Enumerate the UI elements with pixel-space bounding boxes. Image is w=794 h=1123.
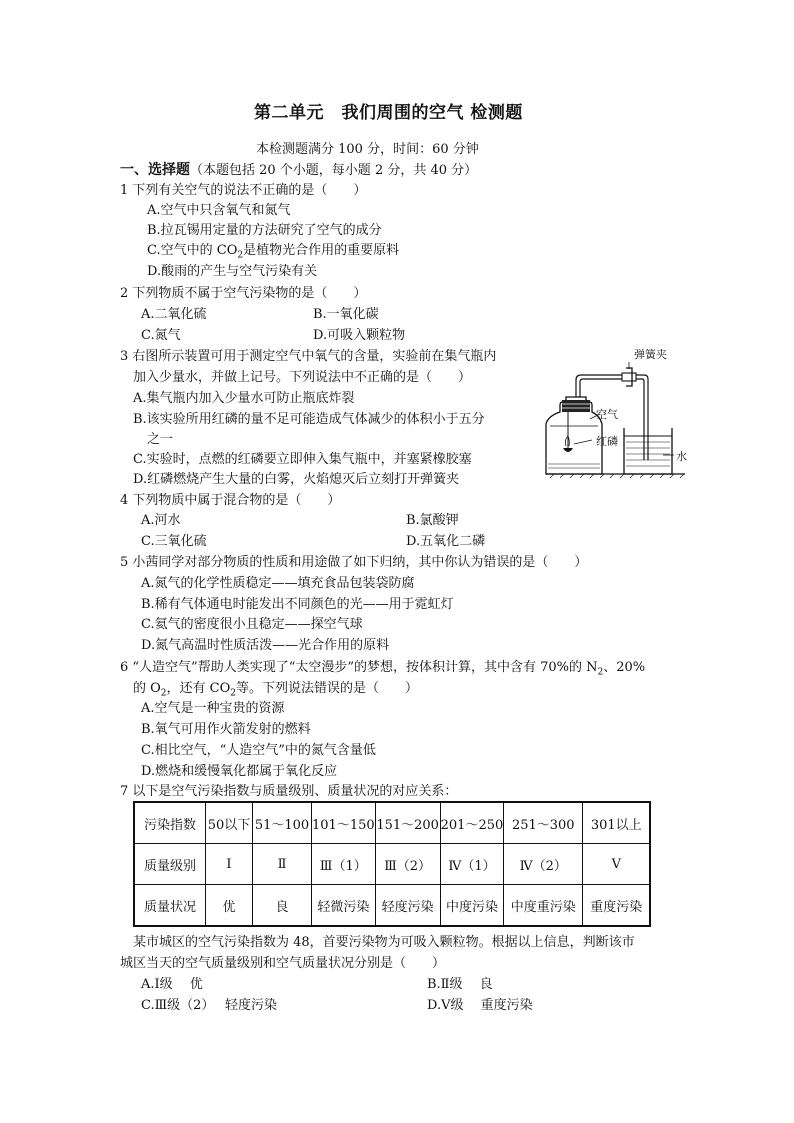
q5-option-a: A.氮气的化学性质稳定——填充食品包装袋防腐 — [141, 576, 415, 591]
q7-option-b: B.Ⅱ级 良 — [427, 977, 493, 992]
q1-option-d: D.酸雨的产生与空气污染有关 — [147, 264, 318, 279]
table-cell: 中度污染 — [440, 885, 504, 927]
table-cell: 污染指数 — [134, 802, 206, 844]
table-cell: 中度重污染 — [504, 885, 583, 927]
q7-stem: 7 以下是空气污染指数与质量级别、质量状况的对应关系： — [120, 784, 458, 799]
q5-option-d: D.氮气高温时性质活泼——光合作用的原料 — [141, 638, 390, 653]
table-cell: 质量级别 — [134, 844, 206, 885]
spring-clip-label: 弹簧夹 — [634, 348, 667, 361]
q7-option-c: C.Ⅲ级（2） 轻度污染 — [141, 998, 278, 1013]
table-cell: 质量状况 — [134, 885, 206, 927]
q4-option-a: A.河水 — [141, 513, 181, 528]
page-subtitle: 本检测题满分 100 分，时间：60 分钟 — [256, 142, 479, 157]
table-cell: Ⅲ（2） — [375, 844, 440, 885]
table-cell: 50以下 — [206, 802, 253, 844]
q4-option-d: D.五氧化二磷 — [406, 534, 486, 549]
table-cell: Ⅰ — [206, 844, 253, 885]
table-row — [134, 885, 650, 927]
water-label: 水 — [676, 450, 687, 463]
q7-after-line2: 城区当天的空气质量级别和空气质量状况分别是（ ） — [120, 956, 446, 971]
q1-option-a: A.空气中只含氧气和氮气 — [147, 203, 291, 218]
q3-option-a: A.集气瓶内加入少量水可防止瓶底炸裂 — [133, 391, 355, 406]
q6-stem-line2-sub: 2 — [160, 688, 167, 699]
section-heading — [120, 161, 477, 180]
pollution-index-table — [133, 801, 651, 927]
q3-stem-line1: 3 右图所示装置可用于测定空气中氧气的含量，实验前在集气瓶内 — [120, 349, 497, 364]
table-cell: 轻微污染 — [312, 885, 376, 927]
q3-option-b-line1: B.该实验所用红磷的量不足可能造成气体减少的体积小于五分 — [133, 412, 485, 427]
q3-option-c: C.实验时，点燃的红磷要立即伸入集气瓶中，并塞紧橡胶塞 — [133, 452, 472, 467]
q1-option-b: B.拉瓦锡用定量的方法研究了空气的成分 — [147, 223, 382, 238]
red-phosphorus-label: 红磷 — [596, 435, 618, 448]
q7-option-d: D.Ⅴ级 重度污染 — [427, 998, 533, 1013]
table-cell: 151～200 — [375, 802, 440, 844]
table-cell: Ⅱ — [253, 844, 312, 885]
q6-stem-line1-pre: 6 “人造空气”帮助人类实现了“太空漫步”的梦想，按体积计算，其中含有 70%的 N — [120, 660, 598, 675]
q6-option-a: A.空气是一种宝贵的资源 — [141, 701, 285, 716]
q1-option-c — [147, 242, 399, 265]
q3-apparatus-figure — [540, 342, 690, 480]
q5-option-c: C.氦气的密度很小且稳定——探空气球 — [141, 617, 363, 632]
q6-stem-line1-sub: 2 — [597, 667, 604, 678]
q6-stem-line1 — [120, 659, 645, 682]
q6-option-b: B.氧气可用作火箭发射的燃料 — [141, 722, 311, 737]
section-heading-rest: （本题包括 20 个小题，每小题 2 分，共 40 分） — [190, 163, 478, 178]
table-cell: 轻度污染 — [375, 885, 440, 927]
table-cell: 251～300 — [504, 802, 583, 844]
q5-stem: 5 小茜同学对部分物质的性质和用途做了如下归纳，其中你认为错误的是（ ） — [120, 555, 588, 570]
table-row — [134, 844, 650, 885]
table-cell: 重度污染 — [583, 885, 651, 927]
q6-stem-line1-post: 、20% — [603, 660, 646, 675]
q6-stem-line2-sub2: 2 — [230, 688, 237, 699]
q3-stem-line2: 加入少量水，并做上记号。下列说法中不正确的是（ ） — [133, 370, 472, 385]
table-cell: 301以上 — [583, 802, 651, 844]
section-heading-bold: 一、选择题 — [120, 162, 190, 178]
q4-option-b: B.氯酸钾 — [406, 513, 459, 528]
q2-option-d: D.可吸入颗粒物 — [313, 328, 406, 343]
q1-option-c-post: 是植物光合作用的重要原料 — [243, 243, 400, 258]
table-cell: Ⅳ（1） — [440, 844, 504, 885]
q4-option-c: C.三氧化硫 — [141, 534, 207, 549]
table-cell: Ⅴ — [583, 844, 651, 885]
table-cell: 良 — [253, 885, 312, 927]
q4-stem: 4 下列物质中属于混合物的是（ ） — [120, 493, 341, 508]
q1-option-c-pre: C.空气中的 CO — [147, 243, 238, 258]
table-cell: 51～100 — [253, 802, 312, 844]
q6-stem-line2-pre: 的 O — [133, 681, 161, 696]
q3-option-d: D.红磷燃烧产生大量的白雾，火焰熄灭后立刻打开弹簧夹 — [133, 472, 460, 487]
q1-stem: 1 下列有关空气的说法不正确的是（ ） — [120, 183, 367, 198]
table-row — [134, 802, 650, 844]
q5-option-b: B.稀有气体通电时能发出不同颜色的光——用于霓虹灯 — [141, 597, 454, 612]
table-cell: 201～250 — [440, 802, 504, 844]
table-cell: 优 — [206, 885, 253, 927]
q2-stem: 2 下列物质不属于空气污染物的是（ ） — [120, 286, 367, 301]
q1-option-c-sub: 2 — [237, 250, 244, 261]
table-cell: Ⅲ（1） — [312, 844, 376, 885]
q6-stem-line2-post: 等。下列说法错误的是（ ） — [236, 681, 419, 696]
q6-stem-line2-mid: ，还有 CO — [166, 681, 231, 696]
page-title: 第二单元 我们周围的空气 检测题 — [254, 103, 523, 123]
table-cell: 101～150 — [312, 802, 376, 844]
q6-option-c: C.相比空气，“人造空气”中的氮气含量低 — [141, 743, 376, 758]
q6-option-d: D.燃烧和缓慢氧化都属于氧化反应 — [141, 764, 338, 779]
air-label: 空气 — [596, 408, 618, 421]
q7-after-line1: 某市城区的空气污染指数为 48，首要污染物为可吸入颗粒物。根据以上信息，判断该市 — [133, 935, 635, 950]
q3-option-b-line2: 之一 — [147, 432, 174, 447]
q2-option-a: A.二氧化硫 — [141, 307, 207, 322]
q7-option-a: A.Ⅰ级 优 — [141, 977, 203, 992]
table-cell: Ⅳ（2） — [504, 844, 583, 885]
q2-option-b: B.一氧化碳 — [313, 307, 379, 322]
q2-option-c: C.氮气 — [141, 328, 181, 343]
